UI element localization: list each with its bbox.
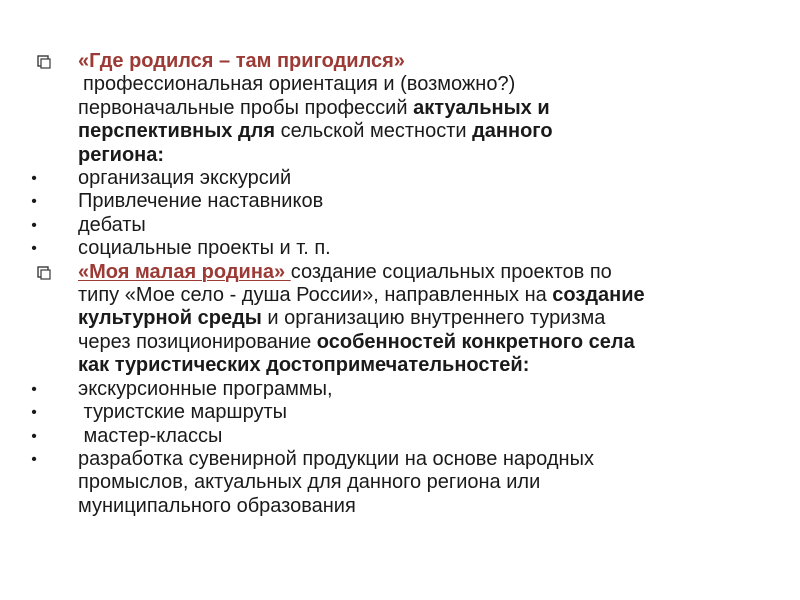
- bullet-dot-icon: •: [31, 380, 37, 398]
- section1-line2: [78, 97, 778, 120]
- section1-heading: [78, 50, 778, 73]
- section1-title: «Где родился – там пригодился»: [78, 50, 405, 72]
- list-item-continuation: [78, 495, 778, 518]
- section1-line4: [78, 144, 778, 167]
- section1-line3-text-a: перспективных для: [78, 120, 276, 143]
- bullet-dot-icon: •: [31, 427, 37, 445]
- section2-line3-text-a: культурной среды: [78, 307, 262, 330]
- section2-heading: [78, 261, 778, 284]
- section2-line3: [78, 307, 778, 330]
- bullet-dot-icon: •: [31, 193, 37, 211]
- bullet-dot-icon: •: [31, 450, 37, 468]
- section1-line1-text: профессиональная ориентация и (возможно?): [83, 73, 516, 96]
- section2-line5-text: как туристических достопримечательностей:: [78, 354, 530, 377]
- section2-line3-text-b: и организацию внутреннего туризма: [261, 307, 606, 330]
- list-item: [31, 401, 778, 424]
- section2-line4: [78, 331, 778, 354]
- section2-line2-text-a: типу «Мое село - душа России», направленных на: [78, 284, 553, 307]
- list-item-text: промыслов, актуальных для данного региона или: [78, 471, 541, 494]
- list-item-text: дебаты: [78, 213, 146, 236]
- checkbox-square-icon: [37, 55, 51, 69]
- section2-line4-text-b: особенностей конкретного села: [316, 330, 635, 353]
- list-item-text: социальные проекты и т. п.: [78, 237, 331, 260]
- section1-line2-text-b: актуальных и: [413, 96, 550, 119]
- section2-line2: [78, 284, 778, 307]
- checkbox-square-icon: [37, 266, 51, 280]
- slide-content: [31, 50, 778, 518]
- list-item: [31, 447, 778, 471]
- section2-line4-text-a: через позиционирование: [78, 330, 317, 353]
- section1-line3-text-b: сельской местности: [275, 120, 473, 143]
- section2-line5: [78, 354, 778, 377]
- list-item-text: Привлечение наставников: [78, 190, 324, 213]
- bullet-dot-icon: •: [31, 216, 37, 234]
- list-item: [31, 377, 778, 401]
- section1-line4-text: региона:: [78, 143, 165, 166]
- bullet-dot-icon: •: [31, 404, 37, 422]
- list-item-text: организация экскурсий: [78, 167, 292, 190]
- section1-line3: [78, 120, 778, 143]
- list-item: [31, 190, 778, 213]
- section2-line1-text: создание социальных проектов по: [290, 260, 612, 283]
- section2-title: «Моя малая родина»: [78, 260, 291, 283]
- list-item-continuation: [78, 471, 778, 494]
- list-item: [31, 213, 778, 237]
- bullet-dot-icon: •: [31, 240, 37, 258]
- list-item: [31, 237, 778, 260]
- list-item: [31, 167, 778, 190]
- bullet-dot-icon: •: [31, 170, 37, 188]
- list-item: [31, 424, 778, 448]
- list-item-text: мастер-классы: [78, 424, 223, 447]
- section1-line2-text-a: первоначальные пробы профессий: [78, 96, 414, 119]
- section1-line1: [78, 73, 778, 96]
- list-item-text: разработка сувенирной продукции на основе народных: [78, 447, 594, 470]
- list-item-text: туристские маршруты: [78, 401, 288, 424]
- list-item-text: муниципального образования: [78, 494, 356, 517]
- section1-line3-text-c: данного: [472, 120, 553, 143]
- list-item-text: экскурсионные программы,: [78, 377, 333, 400]
- section2-line2-text-b: создание: [552, 284, 645, 307]
